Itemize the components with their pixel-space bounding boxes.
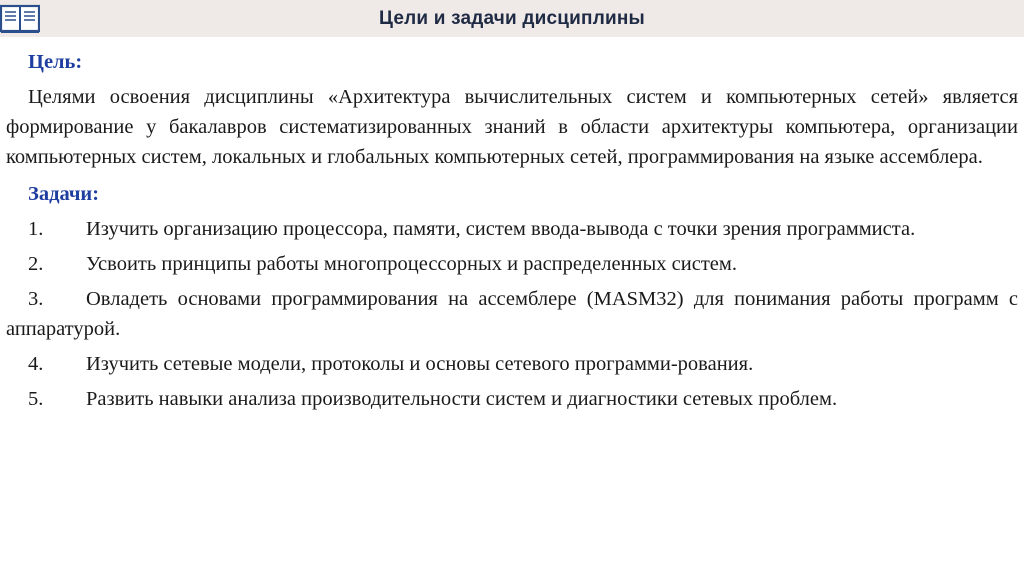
slide-body [6,40,1018,419]
task-number: 4. [28,353,44,375]
task-number: 5. [28,388,44,410]
task-number: 1. [28,218,44,240]
task-item [6,214,1018,244]
task-text: Овладеть основами программирования на ассемблере (MASM32) для понимания работы программ с аппаратурой. [6,288,1018,340]
goal-heading: Цель: [28,51,83,73]
task-text: Усвоить принципы работы многопроцессорных и распределенных систем. [86,253,738,275]
task-number: 3. [28,288,44,310]
tasks-heading: Задачи: [28,183,100,205]
task-item [6,284,1018,344]
slide-header-bar [0,0,1024,37]
task-item [6,349,1018,379]
task-text: Изучить организацию процессора, памяти, систем ввода-вывода с точки зрения программиста. [86,218,916,240]
task-number: 2. [28,253,44,275]
page-title: Цели и задачи дисциплины [379,8,645,29]
task-text: Изучить сетевые модели, протоколы и основы сетевого программи-рования. [86,353,754,375]
goal-text: Целями освоения дисциплины «Архитектура вычислительных систем и компьютерных сетей» является формирование у бакалавров систематизированных знаний в области архитектуры компьютера, организации компьютерных систем, локальных и глобальных компьютерных сетей, программирования на языке ассемблера. [6,86,1018,168]
task-text: Развить навыки анализа производительности систем и диагностики сетевых проблем. [86,388,838,410]
task-item [6,384,1018,414]
task-item [6,249,1018,279]
